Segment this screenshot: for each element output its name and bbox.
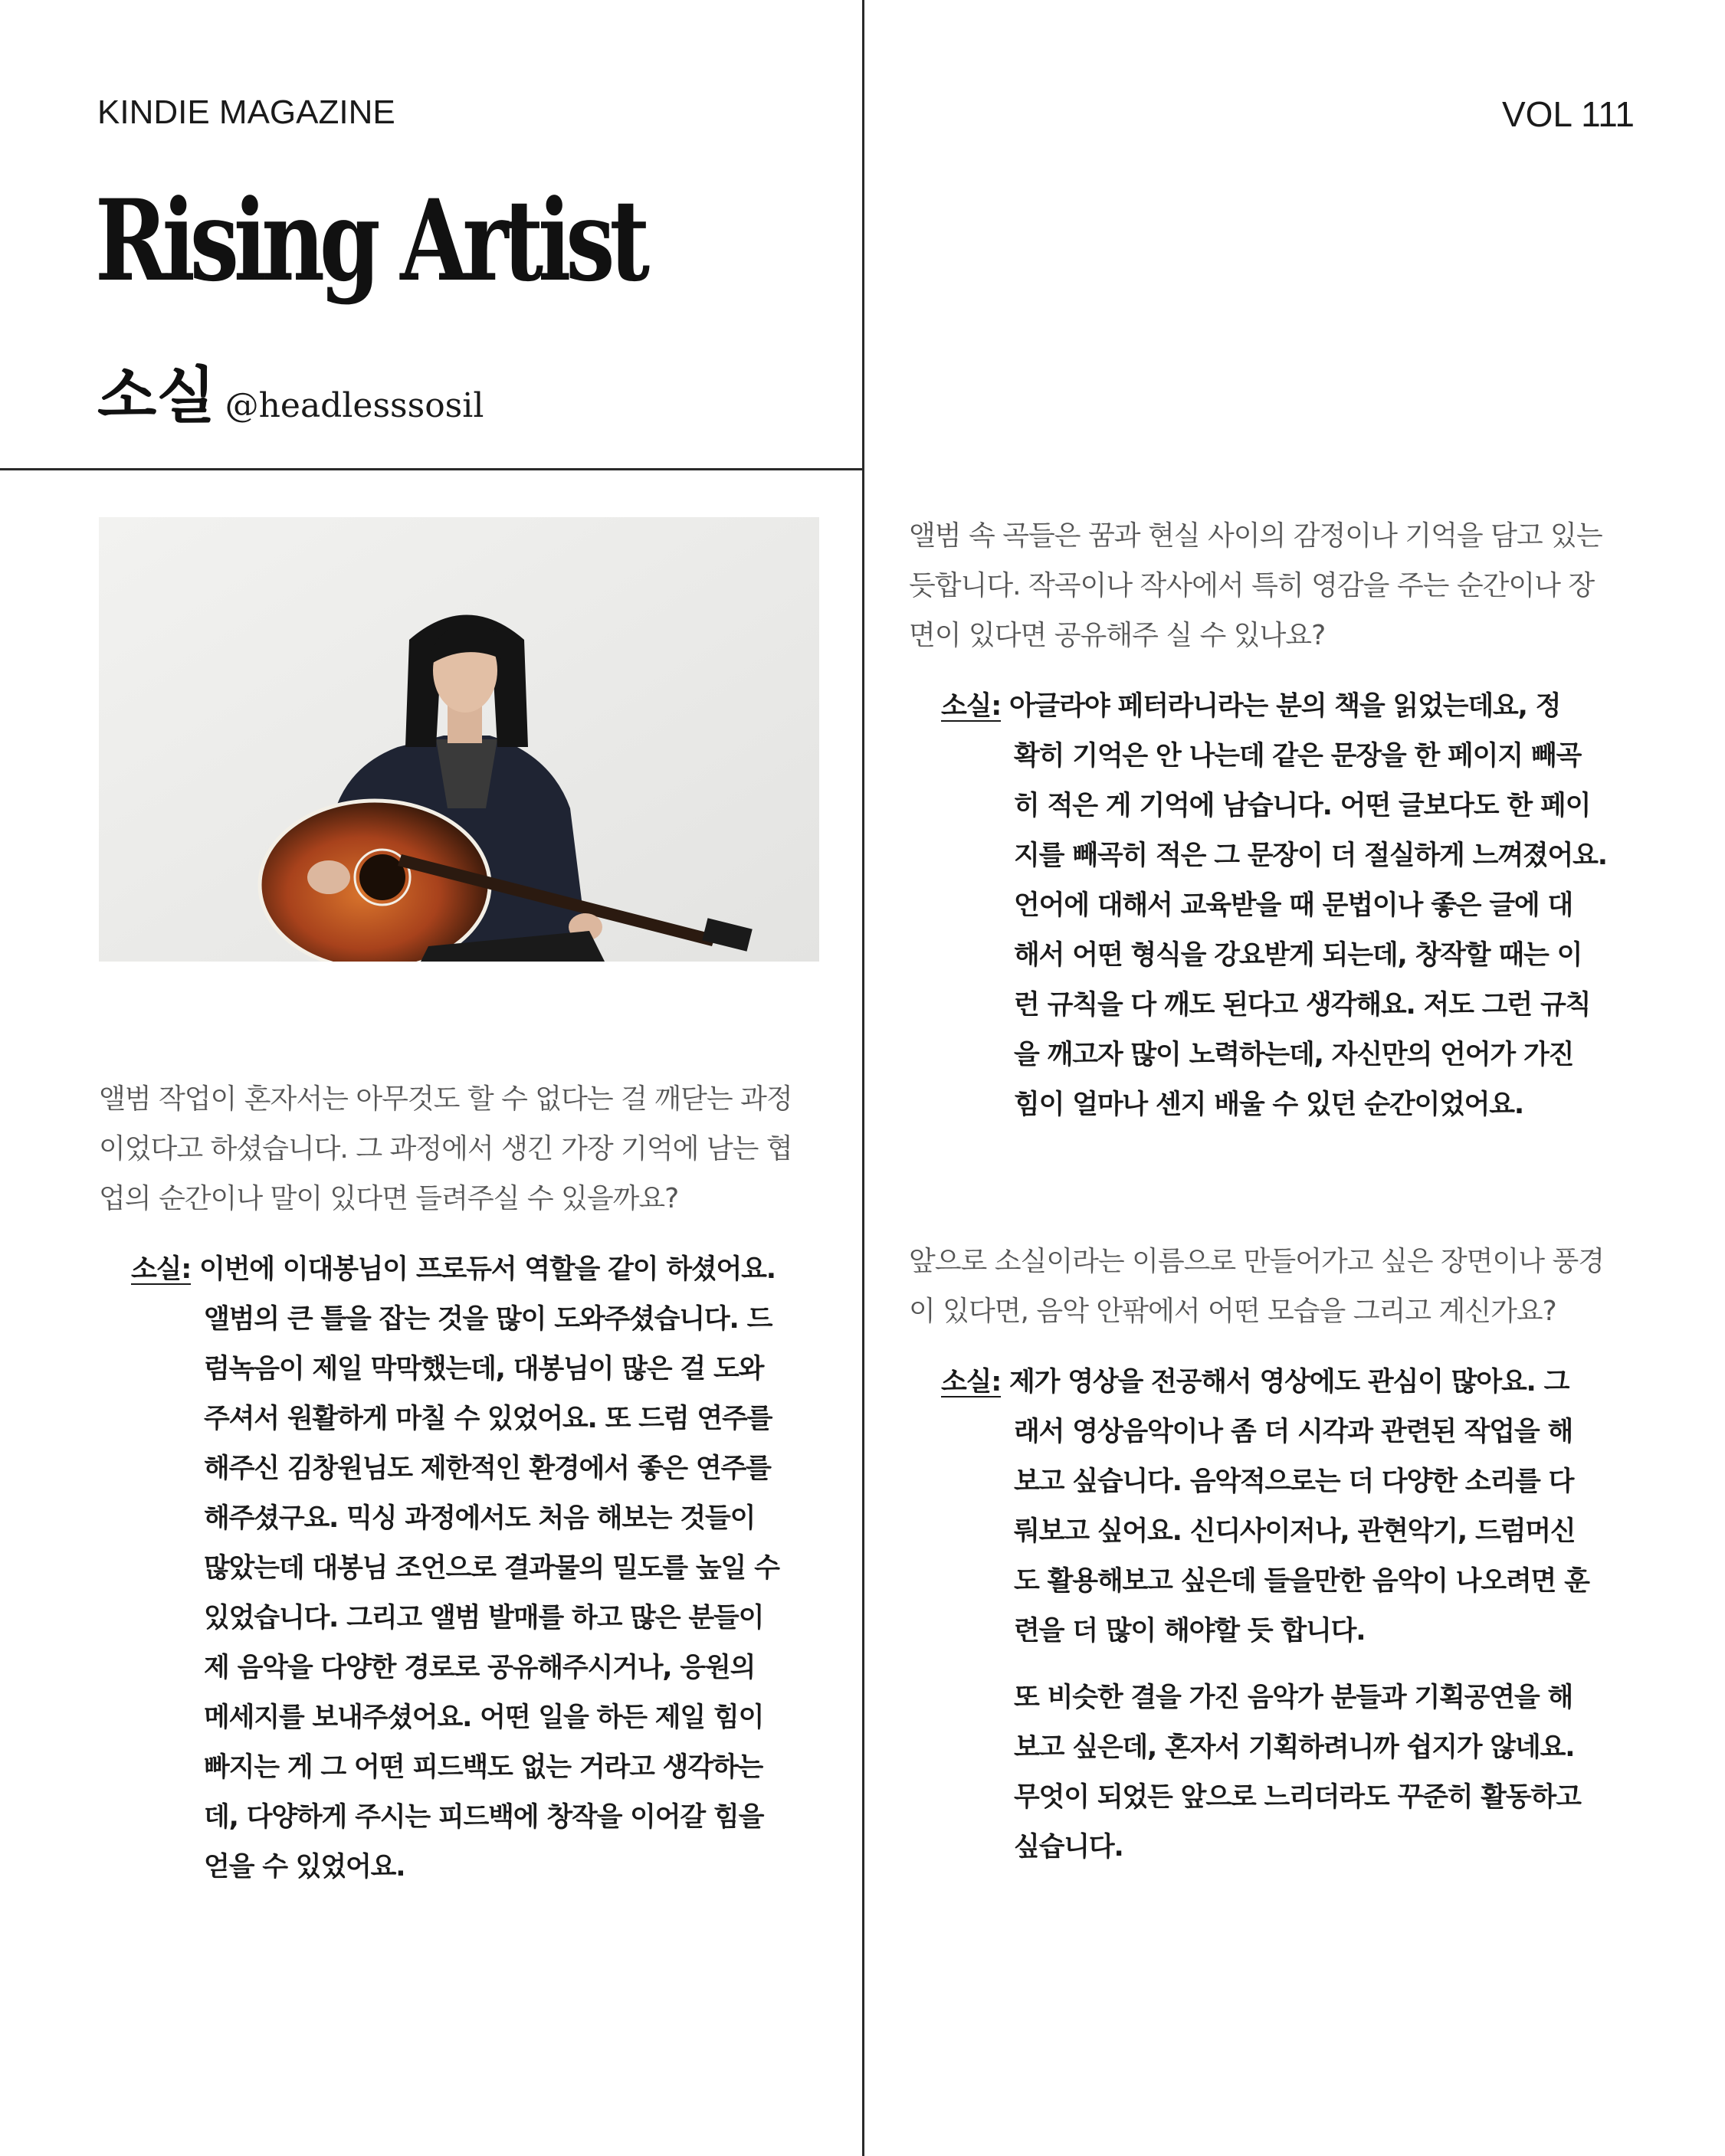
artist-photo-illustration [99, 517, 819, 962]
answer-line: 싶습니다. [1014, 1832, 1123, 1863]
question-line: 이 있다면, 음악 안팎에서 어떤 모습을 그리고 계신가요? [909, 1296, 1556, 1327]
volume-number: VOL 111 [1501, 94, 1635, 134]
answer-line: 확히 기억은 안 나는데 같은 문장을 한 페이지 빼곡 [1014, 741, 1582, 772]
question-line: 면이 있다면 공유해주 실 수 있나요? [909, 620, 1326, 651]
question-line: 앨범 속 곡들은 꿈과 현실 사이의 감정이나 기억을 담고 있는 [909, 520, 1602, 552]
speaker-label: 소실: [941, 691, 1002, 722]
question-line: 업의 순간이나 말이 있다면 들려주실 수 있을까요? [99, 1183, 679, 1214]
answer-line: 데, 다양하게 주시는 피드백에 창작을 이어갈 힘을 [204, 1802, 764, 1833]
question-right-1 [909, 511, 1691, 660]
answer-line: 얻을 수 있었어요. [204, 1852, 405, 1882]
answer-line: 보고 싶습니다. 음악적으로는 더 다양한 소리를 다 [1014, 1466, 1574, 1497]
answer-right-1 [941, 682, 1691, 1130]
answer-line: 런 규칙을 다 깨도 된다고 생각해요. 저도 그런 규칙 [1014, 990, 1591, 1021]
answer-line: 앨범의 큰 틀을 잡는 것을 많이 도와주셨습니다. 드 [204, 1304, 772, 1335]
answer-line: 럼녹음이 제일 막막했는데, 대봉님이 많은 걸 도와 [204, 1354, 764, 1384]
question-line: 앨범 작업이 혼자서는 아무것도 할 수 없다는 걸 깨닫는 과정 [99, 1083, 792, 1115]
question-line: 듯합니다. 작곡이나 작사에서 특히 영감을 주는 순간이나 장 [909, 570, 1595, 601]
question-left [99, 1074, 835, 1224]
answer-right-2-continued [1014, 1673, 1691, 1873]
answer-line: 언어에 대해서 교육받을 때 문법이나 좋은 글에 대 [1014, 890, 1573, 921]
answer-line: 주셔서 원활하게 마칠 수 있었어요. 또 드럼 연주를 [204, 1404, 772, 1434]
speaker-label: 소실: [131, 1254, 192, 1285]
column-divider [862, 0, 864, 2156]
answer-line: 보고 싶은데, 혼자서 기획하려니까 쉽지가 않네요. [1014, 1732, 1575, 1763]
answer-line: 소실: 제가 영상을 전공해서 영상에도 관심이 많아요. 그 [941, 1367, 1569, 1397]
artist-handle: @headlesssosil [225, 386, 484, 425]
answer-line: 또 비슷한 결을 가진 음악가 분들과 기획공연을 해 [1014, 1683, 1573, 1713]
answer-line: 있었습니다. 그리고 앨범 발매를 하고 많은 분들이 [204, 1603, 764, 1633]
qa-right-2 [909, 1237, 1691, 1873]
answer-line: 련을 더 많이 해야할 듯 합니다. [1014, 1616, 1366, 1646]
answer-line: 뤄보고 싶어요. 신디사이저나, 관현악기, 드럼머신 [1014, 1516, 1576, 1547]
magazine-name: KINDIE MAGAZINE [97, 93, 395, 131]
answer-line: 도 활용해보고 싶은데 들을만한 음악이 나오려면 훈 [1014, 1566, 1589, 1597]
answer-line: 제 음악을 다양한 경로로 공유해주시거나, 응원의 [204, 1653, 756, 1683]
answer-line: 많았는데 대봉님 조언으로 결과물의 밀도를 높일 수 [204, 1553, 779, 1584]
answer-line: 빠지는 게 그 어떤 피드백도 없는 거라고 생각하는 [204, 1752, 763, 1783]
answer-line: 을 깨고자 많이 노력하는데, 자신만의 언어가 가진 [1014, 1040, 1574, 1070]
answer-right-2 [941, 1358, 1691, 1656]
answer-line: 소실: 이번에 이대봉님이 프로듀서 역할을 같이 하셨어요. [131, 1254, 776, 1285]
page-title: Rising Artist [95, 175, 645, 306]
answer-left [131, 1245, 835, 1892]
artist-line [97, 346, 484, 434]
question-line: 이었다고 하셨습니다. 그 과정에서 생긴 가장 기억에 남는 협 [99, 1133, 792, 1165]
answer-line: 힘이 얼마나 센지 배울 수 있던 순간이었어요. [1014, 1089, 1523, 1120]
answer-line: 메세지를 보내주셨어요. 어떤 일을 하든 제일 힘이 [204, 1702, 764, 1733]
answer-line: 래서 영상음악이나 좀 더 시각과 관련된 작업을 해 [1014, 1417, 1573, 1447]
answer-line: 해서 어떤 형식을 강요받게 되는데, 창작할 때는 이 [1014, 940, 1582, 971]
qa-right-1 [909, 511, 1691, 1130]
answer-line: 지를 빼곡히 적은 그 문장이 더 절실하게 느껴졌어요. [1014, 840, 1607, 871]
answer-line: 히 적은 게 기억에 남습니다. 어떤 글보다도 한 페이 [1014, 791, 1591, 821]
answer-line: 소실: 아글라야 페터라니라는 분의 책을 읽었는데요, 정 [941, 691, 1561, 722]
answer-line: 해주셨구요. 믹싱 과정에서도 처음 해보는 것들이 [204, 1503, 756, 1534]
qa-left [99, 1074, 835, 1892]
artist-photo [99, 517, 819, 962]
answer-line: 무엇이 되었든 앞으로 느리더라도 꾸준히 활동하고 [1014, 1782, 1581, 1813]
speaker-label: 소실: [941, 1367, 1002, 1397]
header-divider [0, 468, 864, 470]
artist-name: 소실 [97, 360, 216, 431]
answer-line: 해주신 김창원님도 제한적인 환경에서 좋은 연주를 [204, 1453, 771, 1484]
question-right-2 [909, 1237, 1691, 1336]
question-line: 앞으로 소실이라는 이름으로 만들어가고 싶은 장면이나 풍경 [909, 1246, 1605, 1277]
